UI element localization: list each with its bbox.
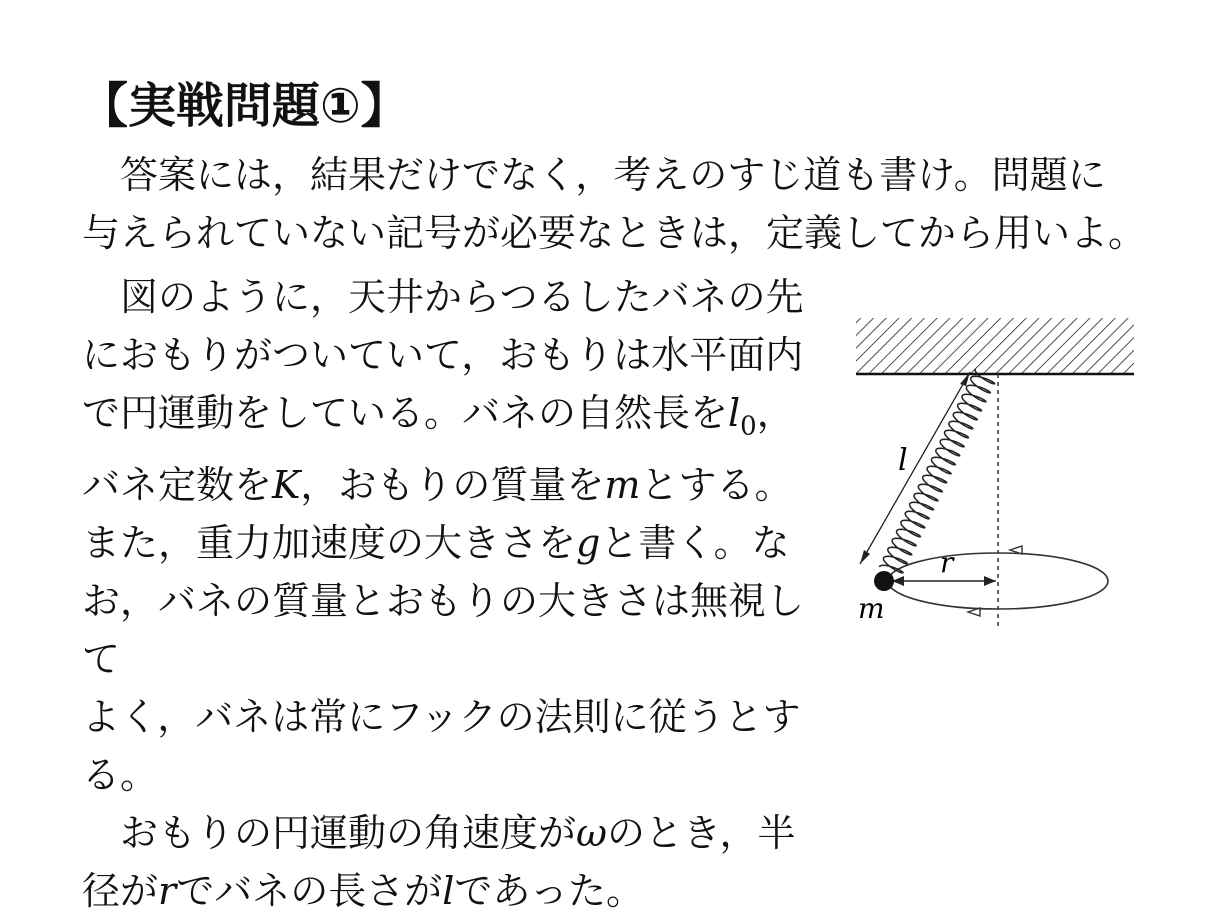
- text-segment: 径が: [82, 868, 159, 913]
- symbol-omega: ω: [576, 810, 608, 855]
- symbol-l0: [728, 391, 757, 442]
- text-segment: ，: [756, 391, 795, 435]
- orbit-arrow-bottom: [968, 608, 980, 616]
- statement-line-3: [82, 384, 822, 456]
- problem-statement: [82, 268, 822, 920]
- spring-pendulum-figure: [840, 300, 1140, 630]
- subscript-0: 0: [740, 411, 757, 442]
- symbol-g: g: [576, 520, 601, 565]
- text-segment: であった。: [454, 868, 644, 913]
- statement-line-7: よく，バネは常にフックの法則に従うとする。: [82, 694, 801, 797]
- spring-coil: [879, 369, 994, 573]
- text-segment: おもりの円運動の角速度が: [120, 810, 577, 855]
- text-segment: とする。: [640, 462, 793, 507]
- symbol-m: m: [604, 462, 641, 507]
- statement-line-1: 図のように，天井からつるしたバネの先: [120, 275, 804, 319]
- statement-line-2: におもりがついていて，おもりは水平面内: [82, 333, 804, 377]
- symbol-K: K: [272, 462, 301, 507]
- text-segment: ，おもりの質量を: [300, 462, 605, 507]
- problem-title: 【実戦問題①】: [80, 78, 409, 134]
- text-segment: のとき，半: [607, 810, 796, 855]
- instructions-line-2: 与えられていない記号が必要なときは，定義してから用いよ。: [82, 211, 1147, 255]
- radius-arrow-head-right: [984, 576, 996, 586]
- label-l: l: [898, 443, 908, 478]
- statement-line-5: [82, 514, 822, 572]
- statement-line-8: [82, 804, 822, 862]
- ceiling-hatch: [856, 318, 1134, 374]
- instructions-line-1: 答案には，結果だけでなく，考えのすじ道も書け。問題に: [120, 153, 1106, 197]
- text-segment: バネ定数を: [82, 462, 273, 507]
- statement-line-9: [82, 862, 822, 920]
- length-arrow-head-bottom: [860, 550, 870, 564]
- text-segment: と書く。な: [600, 520, 790, 565]
- text-segment: また，重力加速度の大きさを: [82, 520, 577, 565]
- text-segment: でバネの長さが: [176, 868, 443, 913]
- statement-line-4: [82, 456, 822, 514]
- symbol-l: l: [442, 868, 455, 913]
- figure-svg: [840, 300, 1140, 630]
- mass-bob: [874, 571, 894, 591]
- instructions: [82, 146, 1162, 262]
- label-m: m: [858, 592, 885, 625]
- label-r: r: [940, 546, 954, 579]
- text-segment: で円運動をしている。バネの自然長を: [82, 391, 729, 435]
- symbol-r: r: [158, 868, 177, 913]
- symbol-l: l: [728, 391, 741, 435]
- statement-line-6: お，バネの質量とおもりの大きさは無視して: [82, 578, 805, 681]
